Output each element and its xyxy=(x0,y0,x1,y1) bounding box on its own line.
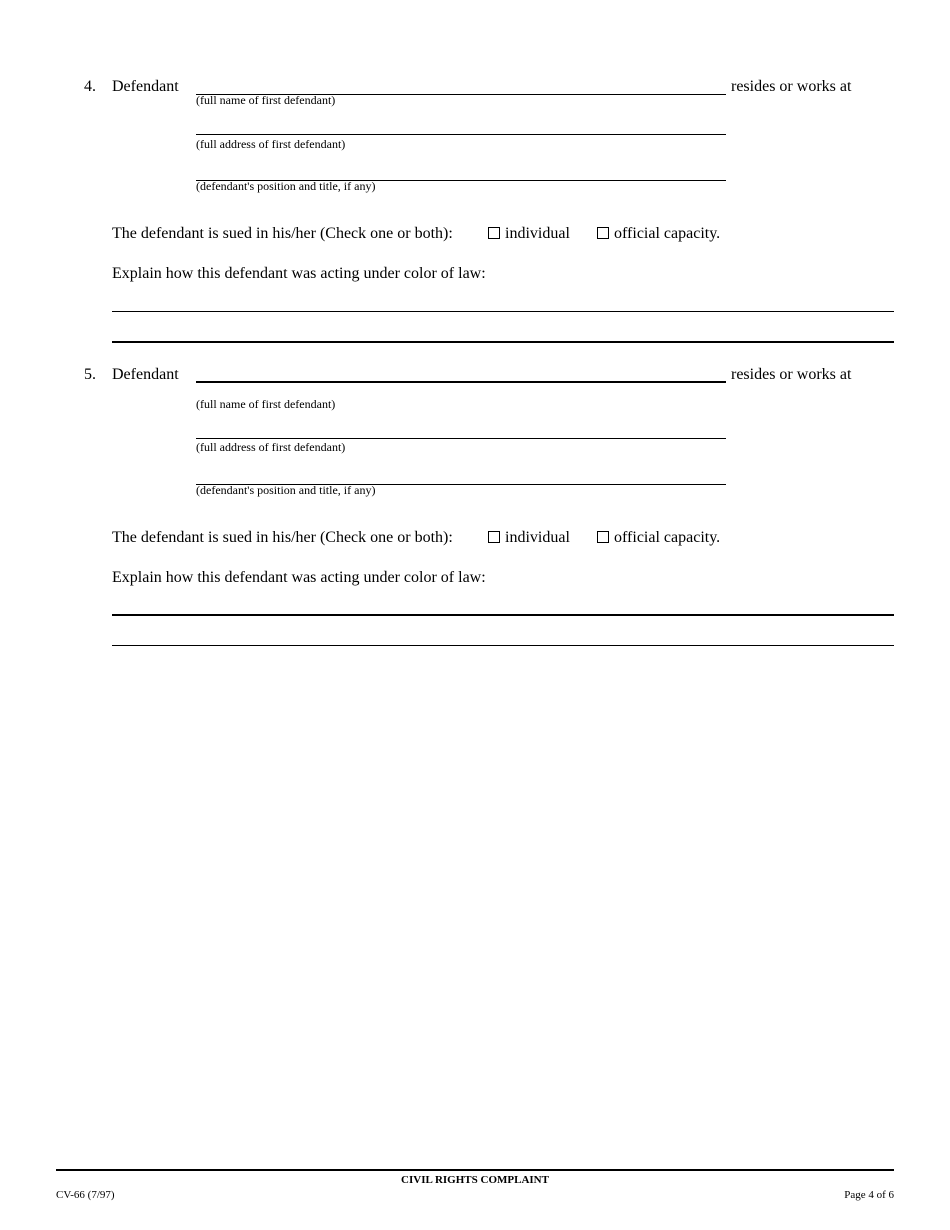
explanation-line[interactable] xyxy=(112,645,894,646)
footer-rule xyxy=(56,1169,894,1171)
resides-label: resides or works at xyxy=(731,366,852,383)
checkbox-icon xyxy=(597,227,609,239)
defendant-label: Defendant xyxy=(112,78,179,95)
individual-checkbox[interactable] xyxy=(488,224,570,244)
official-capacity-checkbox[interactable] xyxy=(597,528,720,548)
defendant-address-line[interactable] xyxy=(196,134,726,135)
name-caption: (full name of first defendant) xyxy=(196,397,336,411)
explanation-line[interactable] xyxy=(112,311,894,312)
explanation-line[interactable] xyxy=(112,614,894,616)
official-capacity-checkbox[interactable] xyxy=(597,224,720,244)
address-caption: (full address of first defendant) xyxy=(196,440,346,454)
official-capacity-label: official capacity. xyxy=(614,529,721,546)
page-number: Page 4 of 6 xyxy=(844,1189,894,1201)
form-code: CV-66 (7/97) xyxy=(56,1189,115,1201)
individual-label: individual xyxy=(505,529,570,546)
item-number: 4. xyxy=(84,78,96,95)
defendant-label: Defendant xyxy=(112,366,179,383)
checkbox-icon xyxy=(597,531,609,543)
address-caption: (full address of first defendant) xyxy=(196,137,346,151)
position-caption: (defendant's position and title, if any) xyxy=(196,483,376,497)
sued-text: The defendant is sued in his/her (Check one or both): xyxy=(112,529,453,546)
explain-text: Explain how this defendant was acting under color of law: xyxy=(112,265,486,282)
item-number: 5. xyxy=(84,366,96,383)
official-capacity-label: official capacity. xyxy=(614,225,721,242)
footer-title: CIVIL RIGHTS COMPLAINT xyxy=(401,1174,549,1186)
defendant-address-line[interactable] xyxy=(196,438,726,439)
checkbox-icon xyxy=(488,227,500,239)
explanation-line[interactable] xyxy=(112,341,894,343)
checkbox-icon xyxy=(488,531,500,543)
resides-label: resides or works at xyxy=(731,78,852,95)
individual-checkbox[interactable] xyxy=(488,528,570,548)
explain-text: Explain how this defendant was acting under color of law: xyxy=(112,569,486,586)
position-caption: (defendant's position and title, if any) xyxy=(196,179,376,193)
individual-label: individual xyxy=(505,225,570,242)
name-caption: (full name of first defendant) xyxy=(196,93,336,107)
sued-text: The defendant is sued in his/her (Check one or both): xyxy=(112,225,453,242)
defendant-name-line[interactable] xyxy=(196,381,726,383)
